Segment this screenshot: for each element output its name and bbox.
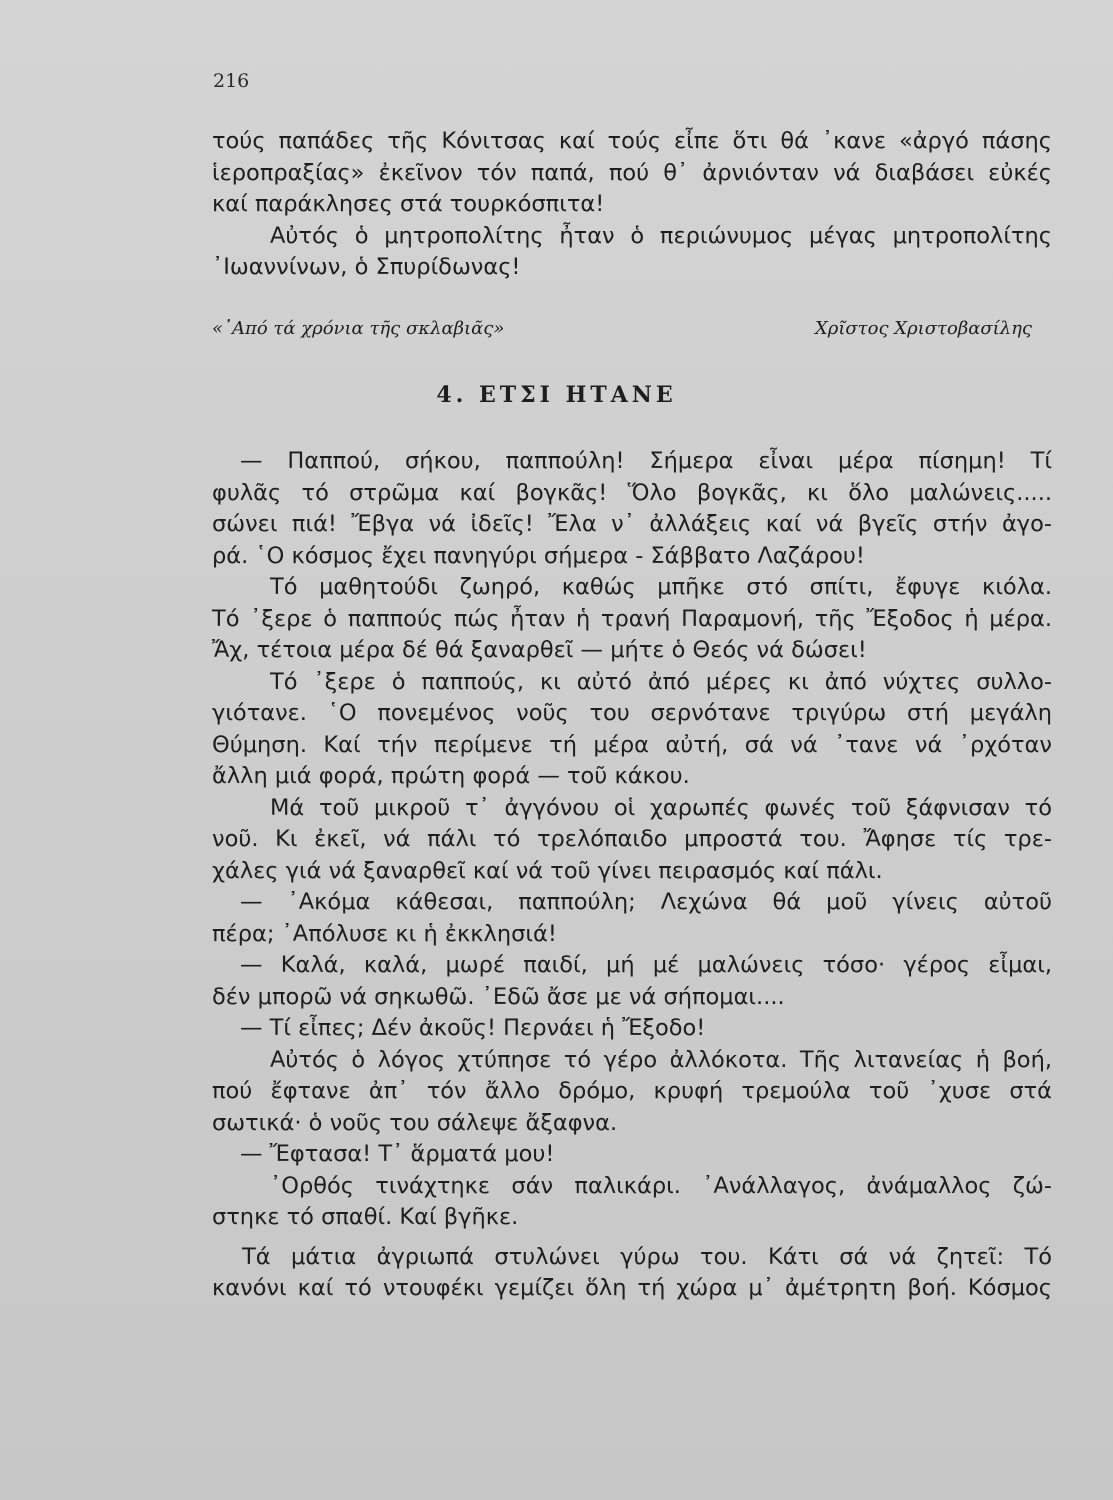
text-line: Αὐτός ὁ λόγος χτύπησε τό γέρο ἀλλόκοτα. Τῆς λιτανείας ἡ βοή,	[270, 1046, 1052, 1073]
source-credit	[212, 318, 1032, 339]
page-number: 216	[213, 70, 250, 92]
text-line: ἱεροπραξίας» ἐκεῖνον τόν παπά, πού θ᾿ ἀρνιόνταν νά διαβάσει εὐκές	[212, 159, 1052, 186]
text-line: ρά. ῾Ο κόσμος ἔχει πανηγύρι σήμερα - Σάββατο Λαζάρου!	[212, 542, 865, 569]
text-line: Τό ᾿ξερε ὁ παππούς, κι αὐτό ἀπό μέρες κι ἀπό νύχτες συλλο-	[270, 668, 1052, 695]
text-line: Μά τοῦ μικροῦ τ᾿ ἀγγόνου οἱ χαρωπές φωνές τοῦ ξάφνισαν τό	[270, 794, 1052, 821]
text-line: — Παππού, σήκου, παππούλη! Σήμερα εἶναι μέρα πίσημη! Τί	[240, 448, 1052, 474]
text-line: Αὐτός ὁ μητροπολίτης ἦταν ὁ περιώνυμος μέγας μητροπολίτης	[270, 222, 1052, 249]
section-heading: 4. ΕΤΣΙ ΗΤΑΝΕ	[436, 382, 677, 408]
story-body	[212, 446, 1052, 1305]
text-line: δέν μπορῶ νά σηκωθῶ. ᾿Εδῶ ἄσε με νά σήπομαι....	[212, 983, 785, 1010]
text-line: στηκε τό σπαθί. Καί βγῆκε.	[212, 1204, 519, 1230]
text-line: φυλᾶς τό στρῶμα καί βογκᾶς! Ὅλο βογκᾶς, κι ὅλο μαλώνεις.....	[212, 479, 1052, 506]
text-line: — Καλά, καλά, μωρέ παιδί, μή μέ μαλώνεις τόσο· γέρος εἶμαι,	[240, 952, 1052, 978]
text-line: πέρα; ᾿Απόλυσε κι ἡ ἐκκλησιά!	[212, 920, 557, 947]
text-line: — Ἔφτασα! Τ᾿ ἅρματά μου!	[240, 1141, 555, 1167]
text-line: καί παράκλησες στά τουρκόσπιτα!	[212, 191, 605, 217]
text-line: — Τί εἶπες; Δέν ἀκοῦς! Περνάει ἡ Ἔξοδο!	[240, 1015, 706, 1041]
text-line: χάλες γιά νά ξαναρθεῖ καί νά τοῦ γίνει πειρασμός καί πάλι.	[212, 857, 883, 884]
text-line: Τό ᾿ξερε ὁ παππούς πώς ἦταν ἡ τρανή Παραμονή, τῆς Ἔξοδος ἡ μέρα.	[212, 605, 1052, 632]
text-line: Τά μάτια ἀγριωπά στυλώνει γύρω του. Κάτι σά νά ζητεῖ: Τό	[242, 1243, 1052, 1270]
author-name: Χρῖστος Χριστοβασίλης	[814, 318, 1032, 339]
text-line: ἄλλη μιά φορά, πρώτη φορά — τοῦ κάκου.	[212, 763, 690, 789]
text-line: ᾿Ορθός τινάχτηκε σάν παλικάρι. ᾿Ανάλλαγος, ἀνάμαλλος ζώ-	[270, 1172, 1052, 1199]
text-line: σώνει πιά! Ἔβγα νά ἰδεῖς! Ἔλα ν᾿ ἀλλάξεις καί νά βγεῖς στήν ἀγο-	[212, 511, 1052, 537]
text-line: τούς παπάδες τῆς Κόνιτσας καί τούς εἶπε ὅτι θά ᾿κανε «ἀργό πάσης	[212, 128, 1052, 154]
source-title: «᾿Από τά χρόνια τῆς σκλαβιᾶς»	[212, 318, 505, 339]
top-paragraph	[212, 126, 1052, 284]
text-line: σωτικά· ὁ νοῦς του σάλεψε ἄξαφνα.	[212, 1109, 618, 1136]
text-line: — ᾿Ακόμα κάθεσαι, παππούλη; Λεχώνα θά μοῦ γίνεις αὐτοῦ	[240, 889, 1052, 915]
text-line: Θύμηση. Καί τήν περίμενε τή μέρα αὐτή, σά νά ᾿τανε νά ᾿ρχόταν	[212, 731, 1052, 758]
text-line: ᾿Ιωαννίνων, ὁ Σπυρίδωνας!	[212, 254, 521, 280]
text-line: Ἄχ, τέτοια μέρα δέ θά ξαναρθεῖ — μήτε ὁ Θεός νά δώσει!	[212, 637, 867, 663]
text-line: κανόνι καί τό ντουφέκι γεμίζει ὅλη τή χώρα μ᾿ ἀμέτρητη βοή. Κόσμος	[212, 1275, 1052, 1301]
text-line: νοῦ. Κι ἐκεῖ, νά πάλι τό τρελόπαιδο μπροστά του. Ἄφησε τίς τρε-	[212, 826, 1052, 852]
text-line: γιότανε. ῾Ο πονεμένος νοῦς του σερνότανε τριγύρω στή μεγάλη	[212, 700, 1052, 726]
text-line: Τό μαθητούδι ζωηρό, καθώς μπῆκε στό σπίτι, ἔφυγε κιόλα.	[270, 574, 1052, 600]
text-line: πού ἔφτανε ἀπ᾿ τόν ἄλλο δρόμο, κρυφή τρεμούλα τοῦ ᾿χυσε στά	[212, 1078, 1052, 1104]
